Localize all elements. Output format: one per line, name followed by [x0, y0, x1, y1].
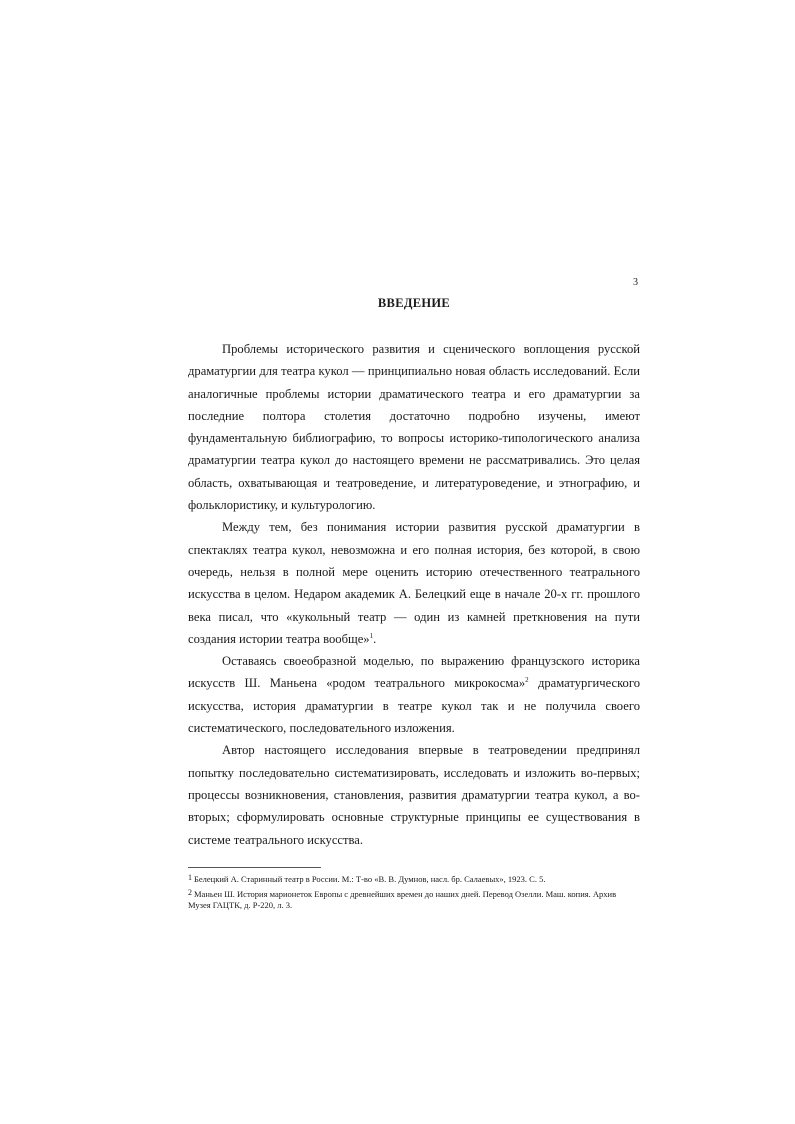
paragraph-text: Автор настоящего исследования впервые в театроведении предпринял попытку последовательно систематизировать, исследовать и изложить во-первых; процессы возникновения, становления, развития драматургии театра кукол, а во-вторых; сформулировать основные структурные принципы ее существования в системе театрального искусства. [188, 743, 640, 847]
footnote-divider [188, 867, 321, 868]
footnote [188, 887, 640, 912]
footnote-reference[interactable]: 1 [369, 631, 374, 640]
paragraph-text: Между тем, без понимания истории развития русской драматургии в спектаклях театра кукол, невозможна и его полная история, без которой, в свою очередь, нельзя в полной мере оценить историю отечественного театрального искусства в целом. Недаром академик А. Белецкий еще в начале 20-х гг. прошлого века писал, что «кукольный театр — один из камней преткновения на пути создания истории театра вообще» [188, 520, 640, 646]
paragraph [188, 338, 640, 516]
footnotes [188, 872, 640, 913]
body-text [188, 338, 640, 851]
paragraph-text-tail: . [373, 631, 377, 646]
paragraph-text-tail: драматургического искусства, история драматургии в театре кукол так и не получила своего систематического, последовательного изложения. [188, 676, 640, 736]
footnote-text: Маньен Ш. История марионеток Европы с древнейших времен до наших дней. Перевод Озелли. Маш. копия. Архив Музея ГАЦТК, д. Р-220, л. 3. [188, 888, 617, 910]
footnote [188, 872, 640, 886]
page-number: 3 [633, 277, 638, 288]
footnote-reference[interactable]: 2 [525, 676, 529, 685]
paragraph [188, 650, 640, 739]
paragraph-text: Оставаясь своеобразной моделью, по выражению французского историка искусств Ш. Маньена «родом театрального микрокосма» [188, 654, 640, 691]
paragraph [188, 739, 640, 850]
footnote-text: Белецкий А. Старинный театр в России. М.: Т-во «В. В. Думнов, насл. бр. Салаевых», 1923. С. 5. [194, 874, 546, 884]
paragraph-text: Проблемы исторического развития и сценического воплощения русской драматургии для театра кукол — принципиально новая область исследований. Если аналогичные проблемы истории драматического театра и его драматургии за последние полтора столетия достаточно подробно изучены, имеют фундаментальную библиографию, то вопросы историко-типологического анализа драматургии театра кукол до настоящего времени не рассматривались. Это целая область, охватывающая и театроведение, и литературоведение, и этнографию, и фольклористику, и культурологию. [188, 342, 640, 513]
footnote-mark: 1 [188, 873, 192, 882]
footnote-mark: 2 [188, 887, 192, 897]
paragraph [188, 516, 640, 650]
chapter-title: ВВЕДЕНИЕ [377, 296, 451, 310]
